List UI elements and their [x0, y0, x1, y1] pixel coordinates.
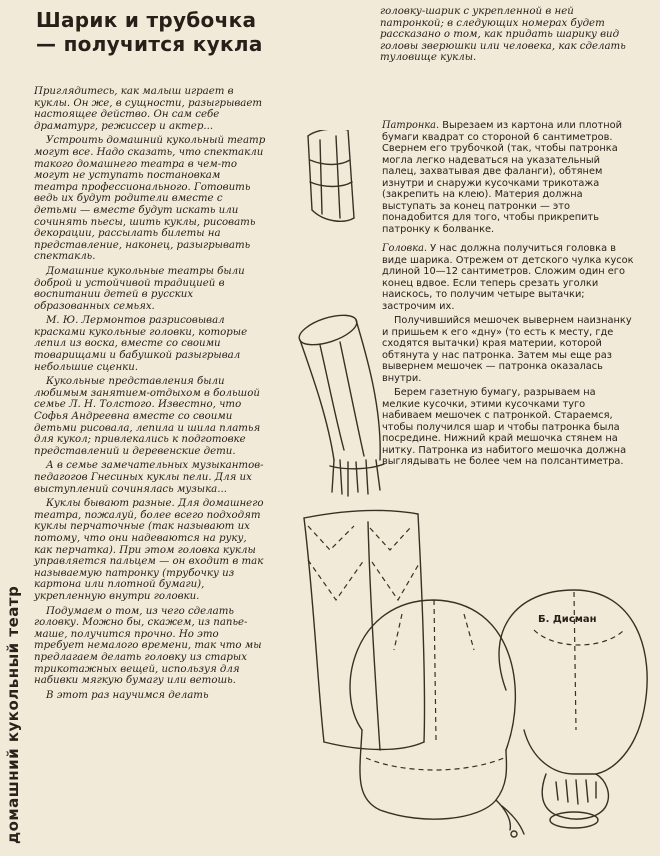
cardboard-tube-drawing	[308, 130, 354, 221]
golovka-lead: Головка.	[382, 243, 428, 254]
golovka-text: У нас должна получиться головка в виде шарика. Отрежем от детского чулка кусок длиной 10—12 сантиметров. Сложим один его конец вдвое. Если теперь срезать уголки наискось, то получим четыре вытачки; застрочим их.	[382, 243, 634, 312]
side-label-text: домашний кукольный театр	[4, 585, 22, 844]
left-paragraph: Куклы бывают разные. Для домашнего театра, пожалуй, более всего подходят куклы перчаточные (так называют их потому, что они надеваются на руку, как перчатка). При этом головка куклы управляется пальцем — он входит в так называемую патронку (трубочку из картона или плотной бумаги), укрепленную внутри головки.	[34, 498, 264, 602]
patronka-text: Вырезаем из картона или плотной бумаги квадрат со стороной 6 сантиметров. Свернем его трубочкой (так, чтобы патронка могла легко надеваться на указательный палец, захватывая две фаланги), обтянем изнутри и снаружи кусочками трикотажа (закрепить на клею). Материя должна выступать за конец патронки — это понадобится для того, чтобы прикрепить патронку к болванке.	[382, 120, 622, 235]
left-paragraph: Кукольные представления были любимым занятием-отдыхом в большой семье Л. Н. Толстого. Известно, что Софья Андреевна вместе со своими детьми рисовала, лепила и шила платья для кукол; привлекались к подготовке представлений и деревенские дети.	[34, 376, 261, 457]
left-paragraph: А в семье замечательных музыкантов-педагогов Гнесиных куклы пели. Для их выступлений сочинялась музыка...	[34, 460, 264, 495]
stuffed-head-drawing-2	[499, 590, 647, 828]
continued-paragraph: головку-шарик с укрепленной в ней патронкой; в следующих номерах будет рассказано о том, как придать шарику вид головы зверюшки или человека, как сделать туловище куклы.	[380, 6, 626, 64]
stocking-darts-drawing	[304, 511, 425, 750]
patronka-lead: Патронка.	[382, 120, 440, 131]
fabric-covered-tube-drawing	[296, 309, 384, 496]
article-title: Шарик и трубочка — получится кукла	[36, 8, 263, 56]
left-paragraph: Домашние кукольные театры были доброй и устойчивой традицией в воспитании детей в русских образованных семьях.	[34, 265, 245, 312]
illustrations	[284, 130, 656, 852]
left-column	[34, 86, 266, 704]
left-paragraph: М. Ю. Лермонтов разрисовывал красками кукольные головки, которые лепил из воска, вместе со своими товарищами и бабушкой разыгрывал небольшие сценки.	[34, 315, 248, 373]
left-paragraph: Устроить домашний кукольный театр могут все. Надо сказать, что спектакли такого домашнего театра в чем-то могут не уступать постановкам театра профессионального. Готовить ведь их будут родители вместе с детьми — вместе будут искать или сочинять пьесы, шить куклы, рисовать декорации, рассылать билеты на представление, наконец, разыгрывать спектакль.	[34, 135, 266, 263]
author-signature: Б. Дисман	[538, 614, 597, 625]
right-paragraph: Получившийся мешочек вывернем наизнанку и пришьем к его «дну» (то есть к месту, где сходятся вытачки) края материи, которой обтянута у нас патронка. Затем мы еще раз вывернем мешочек — патронка оказалась внутри.	[382, 315, 632, 384]
section-label-vertical	[2, 585, 24, 848]
left-paragraph: Подумаем о том, из чего сделать головку. Можно бы, скажем, из папье-маше, получится прочно. Но это требует немалого времени, так что мы предлагаем делать головку из старых трикотажных вещей, используя для набивки мягкую бумагу или ветошь.	[34, 605, 262, 687]
left-paragraph: В этот раз научимся делать	[46, 689, 209, 701]
stuffed-head-drawing-1	[350, 600, 524, 837]
intro-paragraph: Приглядитесь, как малыш играет в куклы. Он же, в сущности, разыгрывает настоящее действо. Он сам себе драматург, режиссер и актер...	[34, 86, 263, 132]
right-paragraph: Берем газетную бумагу, разрываем на мелкие кусочки, этими кусочками туго набиваем мешочек с патронкой. Стараемся, чтобы получился шар и чтобы патронка была посредине. Нижний край мешочка стянем на нитку. Патронка из набитого мешочка должна выглядывать не более чем на полсантиметра.	[382, 387, 627, 467]
